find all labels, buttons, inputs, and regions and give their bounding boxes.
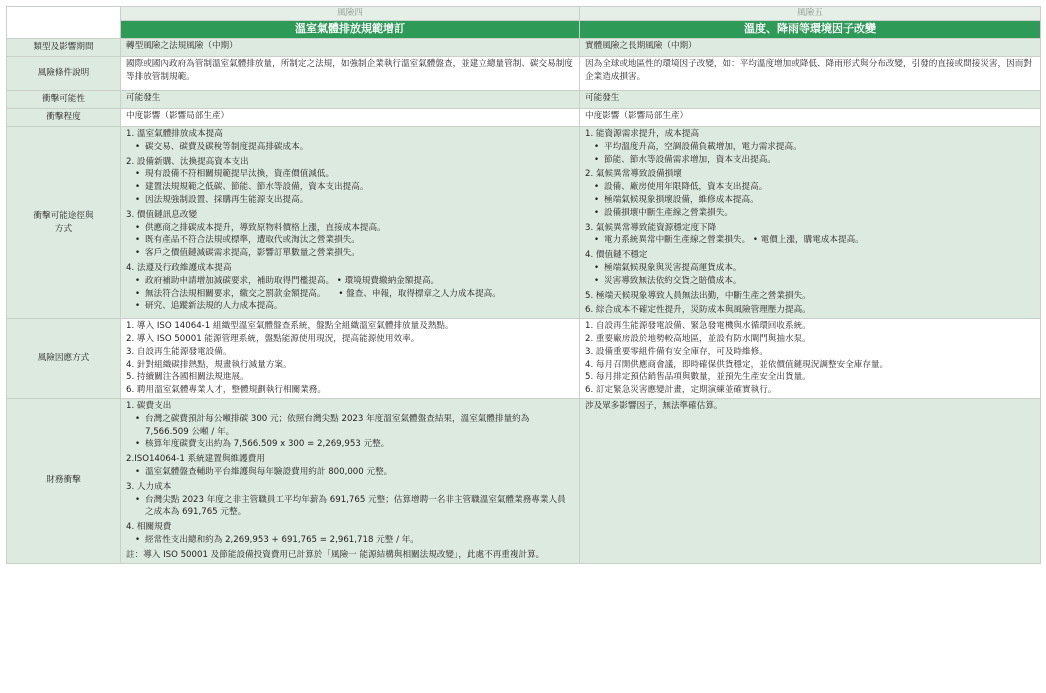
pathway-item: • 平均溫度升高，空調設備負載增加，電力需求提高。 — [594, 141, 1035, 154]
pathway-section — [585, 222, 1035, 248]
response-item: 6. 聘用溫室氣體專業人才，整體規劃執行相關業務。 — [126, 385, 326, 396]
financial-section — [126, 481, 574, 519]
pathway-title: 3. 價值鏈訊息改變 — [126, 209, 198, 220]
response-item: 3. 自設再生能源發電設備。 — [126, 346, 232, 357]
response-item: 1. 導入 ISO 14064-1 組織型溫室氣體盤查系統，盤點全組織溫室氣體排放量及熱點。 — [126, 321, 454, 332]
pathways-label-line1: 衝擊可能途徑與 — [33, 210, 94, 221]
financial-title: 3. 人力成本 — [126, 481, 172, 492]
pathway-section — [585, 290, 1035, 303]
climate-risk-table — [6, 6, 1041, 564]
pathway-item: • 現有設備不符相關規範提早汰換，資產價值減低。 — [135, 168, 574, 181]
pathway-section — [585, 304, 1035, 317]
pathway-section — [126, 128, 574, 154]
pathway-item: • 設備、廠房使用年限降低，資本支出提高。 — [594, 181, 1035, 194]
risk5-id: 風險五 — [580, 7, 1041, 21]
header-blank-cell — [7, 7, 121, 39]
risk5-type: 實體風險之長期風險（中期） — [580, 39, 1041, 57]
response-item: 2. 重要廠房設於地勢較高地區，並設有防水閘門與抽水泵。 — [585, 333, 811, 344]
pathway-item: • 極端氣候現象與災害提高運貨成本。 — [594, 262, 1035, 275]
pathway-section — [126, 209, 574, 260]
pathway-item: • 電力系統異常中斷生產線之營業損失。 • 電價上漲，購電成本提高。 — [594, 234, 1035, 247]
pathway-title: 4. 法遵及行政維護成本提高 — [126, 262, 232, 273]
pathway-title: 1. 能資源需求提升，成本提高 — [585, 129, 700, 139]
pathway-item: • 無法符合法規相關要求，繳交之罰款金額提高。 • 盤查、申報，取得標章之人力成本提高。 — [135, 288, 574, 301]
pathway-section — [585, 128, 1035, 166]
risk5-title: 溫度、降雨等環境因子改變 — [580, 21, 1041, 39]
row-label-pathways — [7, 127, 121, 319]
risk4-degree: 中度影響（影響局部生產） — [121, 109, 580, 127]
risk5-likelihood: 可能發生 — [580, 91, 1041, 109]
pathway-item: • 供應商之排碳成本提升，導致原物料價格上漲，直接成本提高。 — [135, 222, 574, 235]
financial-item: • 經常性支出總和約為 2,269,953 + 691,765 = 2,961,718 元整 / 年。 — [135, 534, 574, 547]
response-item: 5. 持續關注各國相關法規進展。 — [126, 372, 249, 383]
risk4-pathways — [121, 127, 580, 319]
financial-section — [126, 453, 574, 479]
pathway-section — [585, 168, 1035, 219]
pathway-item: • 災害導致無法依約交貨之賠償成本。 — [594, 275, 1035, 288]
row-label-condition: 風險條件說明 — [7, 57, 121, 91]
risk5-financial: 涉及眾多影響因子，無法準確估算。 — [580, 398, 1041, 563]
pathway-item: • 極端氣候現象損壞設備，維修成本提高。 — [594, 194, 1035, 207]
pathway-title: 5. 極端天候現象導致人員無法出勤，中斷生產之營業損失。 — [585, 290, 811, 301]
risk5-degree: 中度影響（影響局部生產） — [580, 109, 1041, 127]
pathway-title: 2. 設備新購、汰換提高資本支出 — [126, 156, 249, 167]
risk4-title: 溫室氣體排放規範增訂 — [121, 21, 580, 39]
pathway-item: • 因法規強制設置、採購再生能源支出提高。 — [135, 194, 574, 207]
financial-section — [126, 521, 574, 547]
response-item: 1. 自設再生能源發電設備、緊急發電機與水循環回收系統。 — [585, 321, 811, 332]
response-item: 6. 訂定緊急災害應變計畫，定期演練並確實執行。 — [585, 385, 777, 396]
risk4-type: 轉型風險之法規風險（中期） — [121, 39, 580, 57]
pathway-item: • 建置法規規範之低碳、節能、節水等設備，資本支出提高。 — [135, 181, 574, 194]
risk5-pathways — [580, 127, 1041, 319]
financial-title: 4. 相關規費 — [126, 522, 172, 533]
pathway-section — [126, 262, 574, 313]
risk5-response — [580, 319, 1041, 399]
financial-title: 1. 碳費支出 — [126, 400, 172, 411]
row-label-type: 類型及影響期間 — [7, 39, 121, 57]
pathway-title: 6. 綜合成本不確定性提升，災防成本與風險管理壓力提高。 — [585, 305, 811, 316]
pathway-item: • 碳交易、碳費及碳稅等制度提高排碳成本。 — [135, 141, 574, 154]
pathway-section — [126, 156, 574, 207]
financial-title: 2.ISO14064-1 系統建置與維護費用 — [126, 454, 265, 465]
pathway-item: • 政府補助申請增加減碳要求，補助取得門檻提高。 • 環境規費繳納金額提高。 — [135, 275, 574, 288]
pathway-title: 4. 價值鏈不穩定 — [585, 250, 648, 261]
financial-item: • 溫室氣體盤查輔助平台維護與每年驗證費用約計 800,000 元整。 — [135, 466, 574, 479]
response-item: 3. 設備重要零組件備有安全庫存，可及時維修。 — [585, 346, 768, 357]
pathway-item: • 研究、追蹤新法規的人力成本提高。 — [135, 300, 574, 313]
pathway-title: 2. 氣候異常導致設備損壞 — [585, 169, 682, 180]
risk4-likelihood: 可能發生 — [121, 91, 580, 109]
response-item: 5. 每月排定預估銷售品項與數量，並預先生產安全出貨量。 — [585, 372, 811, 383]
financial-section — [126, 400, 574, 451]
financial-item: • 核算年度碳費支出約為 7,566.509 x 300 = 2,269,953 元整。 — [135, 438, 574, 451]
financial-note: 註：導入 ISO 50001 及節能設備投資費用已計算於「風險一 能源結構與相關法規改變」，此處不再重複計算。 — [126, 549, 545, 560]
financial-item: • 台灣之碳費預計每公噸排碳 300 元；依照台灣尖點 2023 年度溫室氣體盤查結果，溫室氣體排量約為 7,566.509 公噸 / 年。 — [135, 413, 574, 439]
pathway-item: • 既有產品不符合法規或標準，遭取代或淘汰之營業損失。 — [135, 234, 574, 247]
response-item: 4. 每月召開供應商會議，即時確保供貨穩定，並依價值鏈現況調整安全庫存量。 — [585, 359, 889, 370]
risk4-id: 風險四 — [121, 7, 580, 21]
row-label-degree: 衝擊程度 — [7, 109, 121, 127]
financial-item: • 台灣尖點 2023 年度之非主管職員工平均年薪為 691,765 元整；估算增聘一名非主管職溫室氣體業務專業人員之成本為 691,765 元整。 — [135, 494, 574, 520]
pathway-title: 3. 氣候異常導致能資源穩定度下降 — [585, 222, 717, 233]
risk5-condition: 因為全球或地區性的環境因子改變，如：平均溫度增加或降低、降雨形式與分布改變，引發的直接或間接災害，因而對企業造成損害。 — [580, 57, 1041, 91]
pathway-section — [585, 249, 1035, 287]
row-label-likelihood: 衝擊可能性 — [7, 91, 121, 109]
risk4-response — [121, 319, 580, 399]
pathway-item: • 客戶之價值鏈減碳需求提高，影響訂單數量之營業損失。 — [135, 247, 574, 260]
pathway-item: • 節能、節水等設備需求增加，資本支出提高。 — [594, 154, 1035, 167]
risk4-condition: 國際或國內政府為管制溫室氣體排放量，所制定之法規，如強制企業執行溫室氣體盤查，並建立總量管制、碳交易制度等排放管制規範。 — [121, 57, 580, 91]
response-item: 2. 導入 ISO 50001 能源管理系統，盤點能源使用現況，提高能源使用效率。 — [126, 333, 420, 344]
pathway-item: • 設備損壞中斷生產線之營業損失。 — [594, 207, 1035, 220]
pathway-title: 1. 溫室氣體排放成本提高 — [126, 129, 223, 139]
row-label-response: 風險因應方式 — [7, 319, 121, 399]
risk4-financial — [121, 398, 580, 563]
pathways-label-line2: 方式 — [54, 223, 73, 234]
row-label-financial: 財務衝擊 — [7, 398, 121, 563]
response-item: 4. 針對組織碳排熱點，規畫執行減量方案。 — [126, 359, 292, 370]
